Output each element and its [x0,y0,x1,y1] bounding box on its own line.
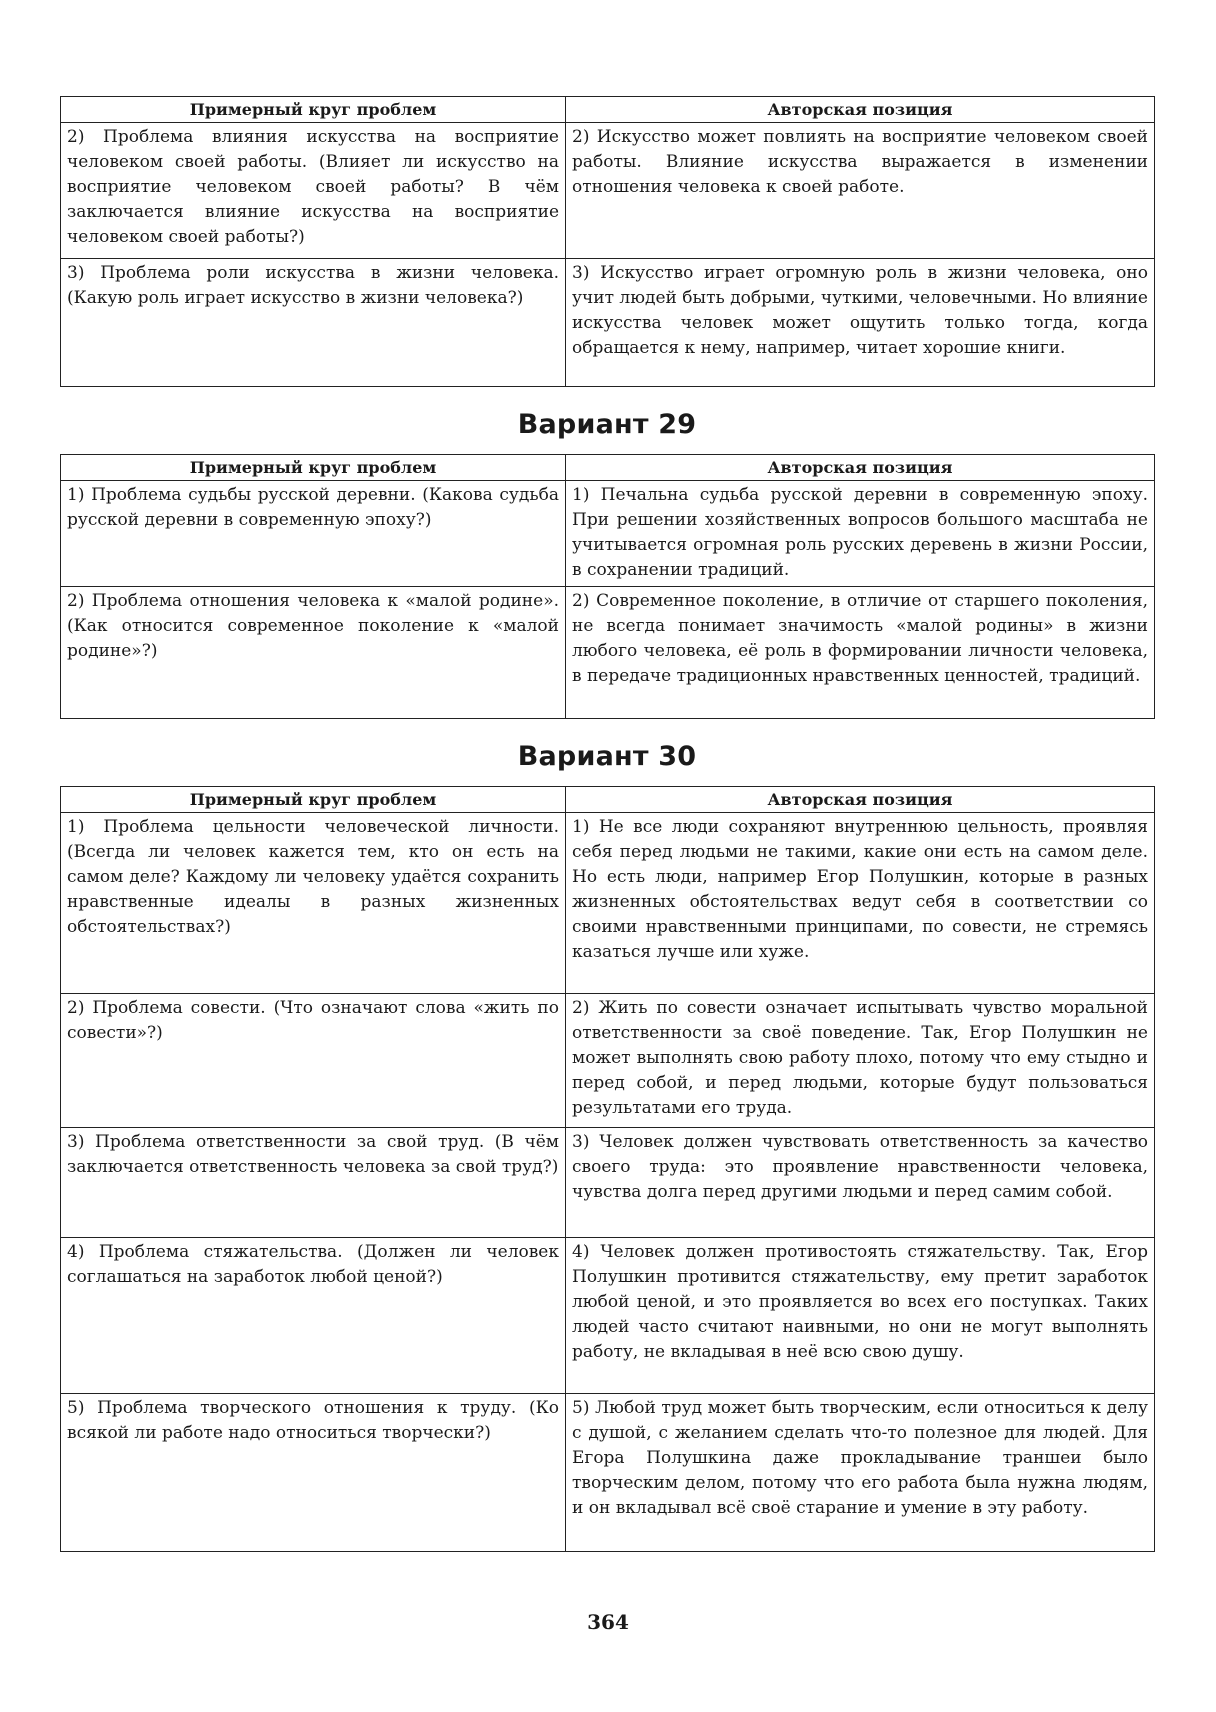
position-cell: 4) Человек должен противостоять стяжательству. Так, Егор Полушкин противится стяжательству, ему претит заработок любой ценой, и это проявляется во всех его поступках. Таких людей часто считают наивными, но они не могут выполнять работу, не вкладывая в неё всю свою душу. [566,1238,1155,1394]
table-row [61,259,1155,387]
table-row [61,1238,1155,1394]
table-row [61,1394,1155,1552]
table-row [61,587,1155,719]
problem-cell: 4) Проблема стяжательства. (Должен ли человек соглашаться на заработок любой ценой?) [61,1238,566,1394]
position-cell: 1) Печальна судьба русской деревни в современную эпоху. При решении хозяйственных вопросов большого масштаба не учитывается огромная роль русских деревень в жизни России, в сохранении традиций. [566,481,1155,587]
problem-cell: 5) Проблема творческого отношения к труду. (Ко всякой ли работе надо относиться творчески?) [61,1394,566,1552]
problem-cell: 2) Проблема влияния искусства на восприятие человеком своей работы. (Влияет ли искусство на восприятие человеком своей работы? В чём заключается влияние искусства на восприятие человеком своей работы?) [61,123,566,259]
problem-cell: 1) Проблема судьбы русской деревни. (Какова судьба русской деревни в современную эпоху?) [61,481,566,587]
problem-cell: 2) Проблема совести. (Что означают слова «жить по совести»?) [61,994,566,1128]
position-cell: 2) Искусство может повлиять на восприятие человеком своей работы. Влияние искусства выражается в изменении отношения человека к своей работе. [566,123,1155,259]
problem-cell: 3) Проблема ответственности за свой труд. (В чём заключается ответственность человека за свой труд?) [61,1128,566,1238]
position-cell: 3) Искусство играет огромную роль в жизни человека, оно учит людей быть добрыми, чуткими, человечными. Но влияние искусства человек может ощутить только тогда, когда обращается к нему, например, читает хорошие книги. [566,259,1155,387]
position-cell: 3) Человек должен чувствовать ответственность за качество своего труда: это проявление нравственности человека, чувства долга перед другими людьми и перед самим собой. [566,1128,1155,1238]
header-author-position: Авторская позиция [566,787,1155,813]
problem-cell: 1) Проблема цельности человеческой личности. (Всегда ли человек кажется тем, кто он есть на самом деле? Каждому ли человеку удаётся сохранить нравственные идеалы в разных жизненных обстоятельствах?) [61,813,566,994]
position-cell: 2) Жить по совести означает испытывать чувство моральной ответственности за своё поведение. Так, Егор Полушкин не может выполнять свою работу плохо, потому что ему стыдно и перед собой, и перед людьми, которые будут пользоваться результатами его труда. [566,994,1155,1128]
table-variant-29 [60,454,1155,719]
table-header-row [61,455,1155,481]
table-row [61,123,1155,259]
table-variant-28 [60,96,1155,387]
header-problems: Примерный круг проблем [61,97,566,123]
table-row [61,813,1155,994]
variant-29-title: Вариант 29 [517,409,697,440]
table-header-row [61,97,1155,123]
header-author-position: Авторская позиция [566,455,1155,481]
position-cell: 5) Любой труд может быть творческим, если относиться к делу с душой, с желанием сделать что-то полезное для людей. Для Егора Полушкина даже прокладывание траншеи было творческим делом, потому что его работа была нужна людям, и он вкладывал всё своё старание и умение в эту работу. [566,1394,1155,1552]
header-author-position: Авторская позиция [566,97,1155,123]
page-content [60,96,1154,1552]
page-number: 364 [587,1610,629,1634]
variant-30-title: Вариант 30 [517,741,697,772]
table-row [61,994,1155,1128]
problem-cell: 3) Проблема роли искусства в жизни человека. (Какую роль играет искусство в жизни человека?) [61,259,566,387]
position-cell: 2) Современное поколение, в отличие от старшего поколения, не всегда понимает значимость «малой родины» в жизни любого человека, её роль в формировании личности человека, в передаче традиционных нравственных ценностей, традиций. [566,587,1155,719]
position-cell: 1) Не все люди сохраняют внутреннюю цельность, проявляя себя перед людьми не такими, какие они есть на самом деле. Но есть люди, например Егор Полушкин, которые в разных жизненных обстоятельствах ведут себя в соответствии со своими нравственными принципами, по совести, не стремясь казаться лучше или хуже. [566,813,1155,994]
problem-cell: 2) Проблема отношения человека к «малой родине». (Как относится современное поколение к «малой родине»?) [61,587,566,719]
table-header-row [61,787,1155,813]
table-row [61,1128,1155,1238]
table-variant-30 [60,786,1155,1552]
header-problems: Примерный круг проблем [61,787,566,813]
table-row [61,481,1155,587]
header-problems: Примерный круг проблем [61,455,566,481]
